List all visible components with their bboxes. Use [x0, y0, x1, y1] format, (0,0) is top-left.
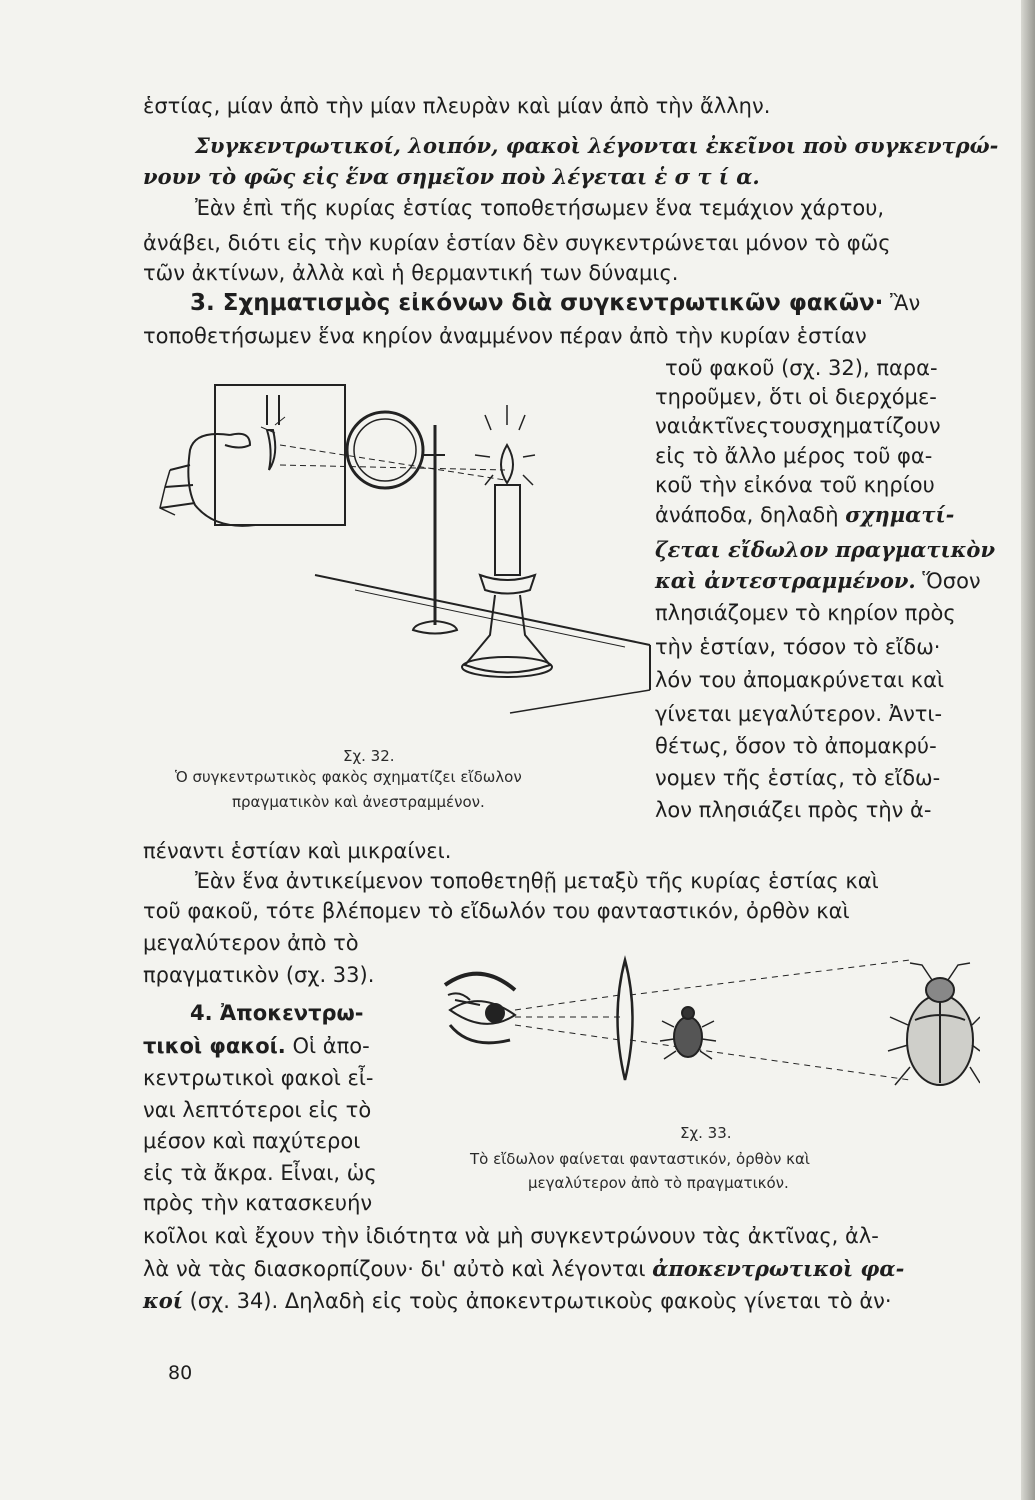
- definition-line-1: Συγκεντρωτικοί, λοιπόν, φακοὶ λέγονται ἐκεῖνοι ποὺ συγκεντρώ-: [195, 133, 999, 158]
- text-line-6: τῶν ἀκτίνων, ἀλλὰ καὶ ἡ θερμαντική των δύναμις.: [143, 261, 679, 285]
- candle-flame: [501, 445, 513, 483]
- figure-32-label: Σχ. 32.: [343, 747, 395, 765]
- virtual-ray: [630, 960, 910, 995]
- page-edge-shadow: [1021, 0, 1035, 1500]
- section-3-heading: 3. Σχηματισμὸς εἰκόνων διὰ συγκεντρωτικῶν φακῶν·: [190, 290, 884, 316]
- section-4-heading: 4. Ἀποκεντρω-: [190, 1001, 364, 1025]
- column-line-8b: Ὅσον: [915, 569, 981, 593]
- text-line-11: τοῦ φακοῦ, τότε βλέπομεν τὸ εἴδωλόν του φανταστικόν, ὀρθὸν καὶ: [143, 899, 850, 923]
- column-line-5: κοῦ τὴν εἰκόνα τοῦ κηρίου: [655, 473, 935, 497]
- light-ray: [280, 445, 505, 480]
- section-3-heading-line: [190, 290, 920, 316]
- figure-32-caption-line-2: πραγματικὸν καὶ ἀνεστραμμένον.: [232, 793, 485, 811]
- text-line-17: ναι λεπτότεροι εἰς τὸ: [143, 1098, 372, 1122]
- candle-holder: [480, 575, 535, 594]
- text-line-8: τοποθετήσωμεν ἕνα κηρίον ἀναμμένον πέραν ἀπὸ τὴν κυρίαν ἑστίαν: [143, 324, 867, 348]
- figure-32-caption-line-1: Ὁ συγκεντρωτικὸς φακὸς σχηματίζει εἴδωλον: [175, 768, 522, 786]
- text-line-22b: ἀποκεντρωτικοὶ φα-: [652, 1256, 905, 1281]
- column-line-8: [655, 568, 981, 594]
- column-line-6a: ἀνάποδα, δηλαδὴ: [655, 503, 846, 527]
- column-line-15: λον πλησιάζει πρὸς τὴν ἀ-: [655, 798, 932, 822]
- text-line-12: μεγαλύτερον ἀπὸ τὸ: [143, 931, 359, 955]
- text-line-13: πραγματικὸν (σχ. 33).: [143, 963, 375, 987]
- text-line-23a: κοί: [143, 1288, 183, 1313]
- section-3-heading-tail: Ἂν: [890, 291, 921, 315]
- column-line-9: πλησιάζομεν τὸ κηρίον πρὸς: [655, 601, 956, 625]
- text-line-21: κοῖλοι καὶ ἔχουν τὴν ἰδιότητα νὰ μὴ συγκεντρώνουν τὰς ἀκτῖνας, ἀλ-: [143, 1224, 879, 1248]
- text-line-10: Ἐὰν ἕνα ἀντικείμενον τοποθετηθῇ μεταξὺ τῆς κυρίας ἑστίας καὶ: [195, 869, 879, 893]
- text-line-4: Ἐὰν ἐπὶ τῆς κυρίας ἑστίας τοποθετήσωμεν ἕνα τεμάχιον χάρτου,: [195, 196, 885, 220]
- section-4-line-2-tail: Οἱ ἀπο-: [285, 1034, 370, 1058]
- inverted-flame-image: [267, 430, 275, 470]
- section-4-line-2: [143, 1033, 370, 1059]
- column-line-12: γίνεται μεγαλύτερον. Ἀντι-: [655, 702, 943, 726]
- column-line-2: τηροῦμεν, ὅτι οἱ διερχόμε-: [655, 385, 937, 409]
- text-line-9: πέναντι ἑστίαν καὶ μικραίνει.: [143, 839, 452, 863]
- text-line-16: κεντρωτικοὶ φακοὶ εἶ-: [143, 1066, 374, 1090]
- figure-32-candle-lens: [155, 375, 655, 725]
- text-line-22a: λὰ νὰ τὰς διασκορπίζουν· δι' αὐτὸ καὶ λέγονται: [143, 1257, 653, 1281]
- column-line-8a: καὶ ἀντεστραμμένον.: [655, 568, 916, 593]
- column-line-3: ναιἀκτῖνεςτουσχηματίζουν: [655, 414, 941, 438]
- text-line-19: εἰς τὰ ἄκρα. Εἶναι, ὡς: [143, 1161, 377, 1185]
- figure-33-caption-line-2: μεγαλύτερον ἀπὸ τὸ πραγματικόν.: [528, 1174, 789, 1192]
- column-line-13: θέτως, ὅσον τὸ ἀπομακρύ-: [655, 734, 937, 758]
- text-line-23b: (σχ. 34). Δηλαδὴ εἰς τοὺς ἀποκεντρωτικοὺς φακοὺς γίνεται τὸ ἀν·: [182, 1289, 892, 1313]
- candle: [495, 485, 520, 575]
- text-line-20: πρὸς τὴν κατασκευήν: [143, 1191, 373, 1215]
- section-4-heading-end: τικοὶ φακοί.: [143, 1034, 286, 1058]
- figure-33-magnifying-beetle: [440, 955, 980, 1105]
- eye: [450, 1001, 515, 1024]
- page-number: 80: [168, 1362, 193, 1384]
- column-line-10: τὴν ἑστίαν, τόσον τὸ εἴδω·: [655, 635, 941, 659]
- eye-brow: [445, 974, 515, 990]
- definition-line-2: νουν τὸ φῶς εἰς ἕνα σημεῖον ποὺ λέγεται ἑ σ τ ί α.: [143, 164, 760, 189]
- column-line-4: εἰς τὸ ἄλλο μέρος τοῦ φα-: [655, 444, 933, 468]
- column-line-7: ζεται εἴδωλον πραγματικὸν: [655, 537, 996, 562]
- column-line-14: νομεν τῆς ἑστίας, τὸ εἴδω-: [655, 766, 941, 790]
- column-line-6b: σχηματί-: [845, 502, 955, 527]
- text-line-1: ἑστίας, μίαν ἀπὸ τὴν μίαν πλευρὰν καὶ μίαν ἀπὸ τὴν ἄλλην.: [143, 94, 771, 118]
- figure-33-label: Σχ. 33.: [680, 1124, 732, 1142]
- text-line-23: [143, 1288, 892, 1314]
- converging-lens: [347, 412, 423, 488]
- column-line-11: λόν του ἀπομακρύνεται καὶ: [655, 668, 945, 692]
- text-line-18: μέσον καὶ παχύτεροι: [143, 1129, 361, 1153]
- column-line-1: τοῦ φακοῦ (σχ. 32), παρα-: [665, 356, 938, 380]
- magnifying-lens: [618, 960, 633, 1080]
- figure-33-caption-line-1: Τὸ εἴδωλον φαίνεται φανταστικόν, ὀρθὸν καὶ: [470, 1150, 810, 1168]
- small-beetle: [674, 1017, 702, 1057]
- text-line-22: [143, 1256, 904, 1282]
- text-line-5: ἀνάβει, διότι εἰς τὴν κυρίαν ἑστίαν δὲν συγκεντρώνεται μόνον τὸ φῶς: [143, 231, 891, 255]
- column-line-6: [655, 502, 954, 528]
